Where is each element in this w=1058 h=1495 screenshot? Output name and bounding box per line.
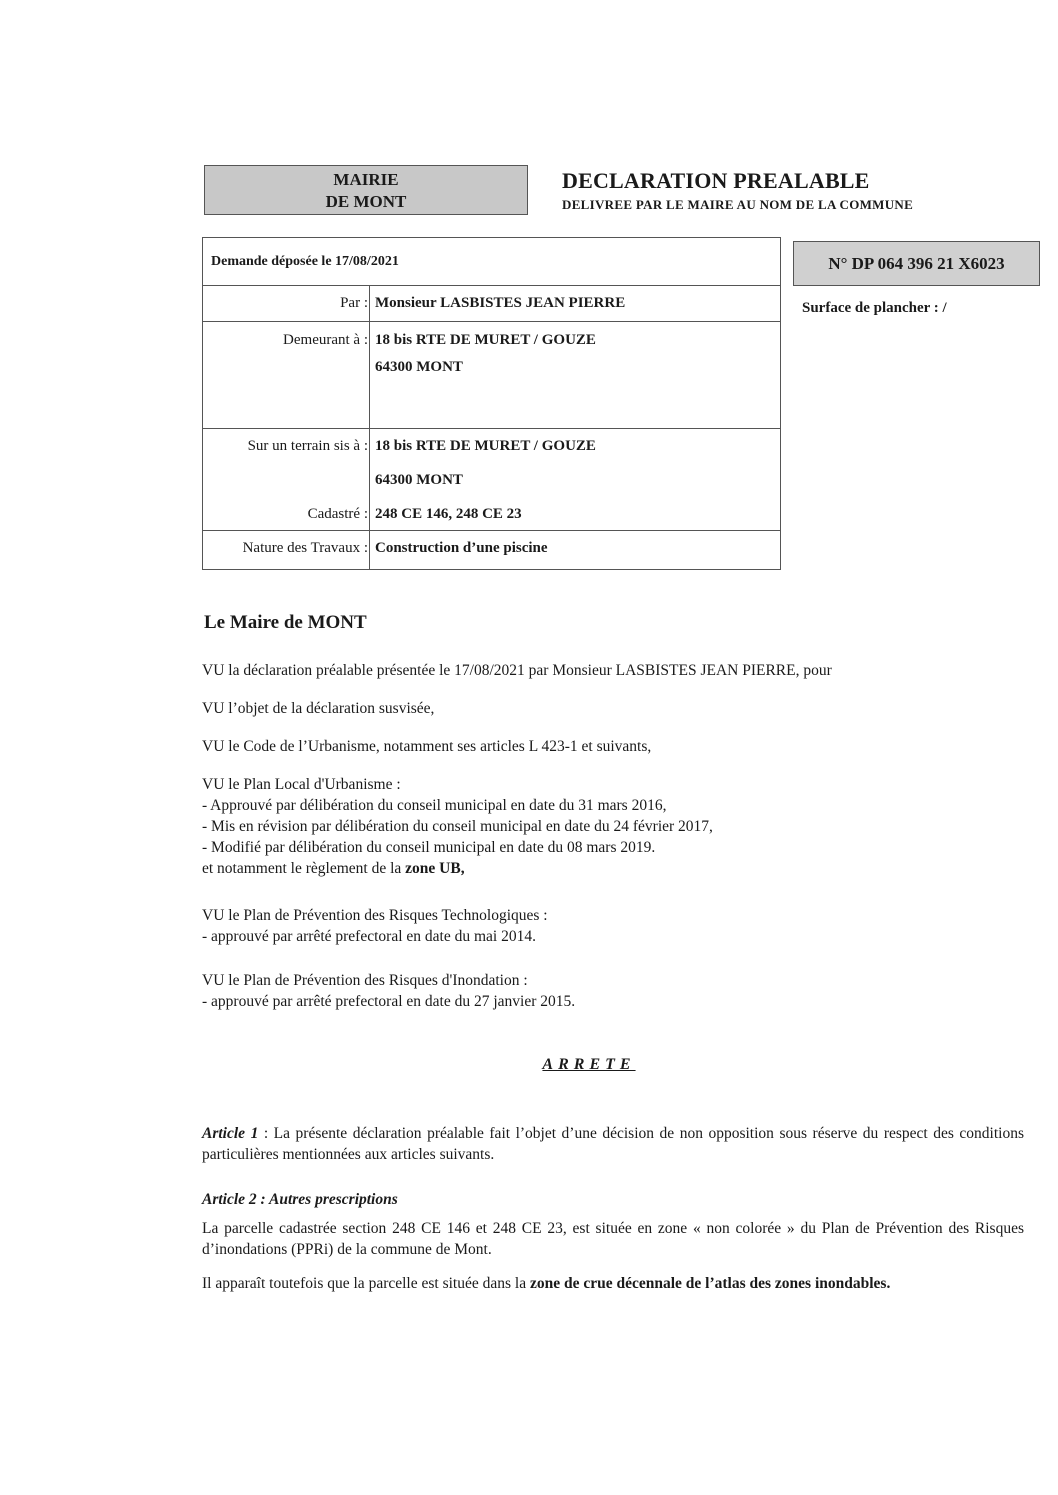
article-2-p2-text: Il apparaît toutefois que la parcelle est située dans la — [202, 1275, 530, 1292]
address-line1: 18 bis RTE DE MURET / GOUZE — [375, 332, 596, 348]
terrain-line1: 18 bis RTE DE MURET / GOUZE — [375, 438, 596, 454]
ppri-item: - approuvé par arrêté prefectoral en date du 27 janvier 2015. — [202, 993, 576, 1010]
plu-zone: zone UB, — [405, 860, 465, 877]
plu-item-1: - Approuvé par délibération du conseil municipal en date du 31 mars 2016, — [202, 797, 667, 814]
ppri-block — [202, 970, 575, 1012]
document-subtitle: DELIVREE PAR LE MAIRE AU NOM DE LA COMMUNE — [562, 197, 914, 212]
address-row — [203, 322, 780, 429]
article-2-p2-bold: zone de crue décennale de l’atlas des zones inondables. — [529, 1275, 891, 1292]
floor-surface: Surface de plancher : / — [802, 300, 947, 316]
article-1-heading: Article 1 — [202, 1125, 259, 1142]
works-row — [203, 531, 780, 569]
mairie-line1: MAIRIE — [333, 170, 399, 189]
deposit-row — [203, 238, 780, 286]
maire-heading: Le Maire de MONT — [204, 612, 367, 633]
mairie-header-box — [204, 165, 528, 215]
vu-objet: VU l’objet de la déclaration susvisée, — [202, 700, 435, 717]
works-label: Nature des Travaux : — [242, 540, 368, 556]
applicant-label: Par : — [340, 295, 368, 311]
pprt-block — [202, 905, 548, 947]
cadastre-value: 248 CE 146, 248 CE 23 — [375, 506, 522, 522]
terrain-row — [203, 429, 780, 531]
ppri-title: VU le Plan de Prévention des Risques d'Inondation : — [202, 972, 528, 989]
article-2-paragraph-2 — [202, 1273, 1024, 1294]
plu-item-3: - Modifié par délibération du conseil municipal en date du 08 mars 2019. — [202, 839, 656, 856]
vu-declaration: VU la déclaration préalable présentée le 17/08/2021 par Monsieur LASBISTES JEAN PIERRE, pour — [202, 662, 832, 679]
plu-item-2: - Mis en révision par délibération du conseil municipal en date du 24 février 2017, — [202, 818, 713, 835]
arrete-title: ARRETE — [542, 1056, 636, 1073]
article-2-heading — [202, 1189, 1024, 1210]
request-table — [202, 237, 781, 570]
article-2-title: Article 2 : Autres prescriptions — [202, 1191, 398, 1208]
deposit-date: Demande déposée le 17/08/2021 — [211, 254, 399, 269]
plu-item-4 — [202, 858, 713, 879]
vu-code: VU le Code de l’Urbanisme, notamment ses articles L 423-1 et suivants, — [202, 738, 652, 755]
cadastre-label: Cadastré : — [307, 506, 368, 522]
article-2-paragraph-1: La parcelle cadastrée section 248 CE 146 et 248 CE 23, est située en zone « non colorée » du Plan de Prévention des Risques d’inondations (PPRi) de la commune de Mont. — [202, 1220, 1024, 1258]
document-title: DECLARATION PREALABLE — [562, 168, 870, 193]
plu-item-4-text: et notamment le règlement de la — [202, 860, 406, 877]
terrain-line2: 64300 MONT — [375, 472, 463, 488]
address-label: Demeurant à : — [283, 332, 368, 348]
pprt-title: VU le Plan de Prévention des Risques Technologiques : — [202, 907, 548, 924]
pprt-item: - approuvé par arrêté prefectoral en date du mai 2014. — [202, 928, 536, 945]
plu-block — [202, 774, 713, 879]
article-1-text: : La présente déclaration préalable fait l’objet d’une décision de non opposition sous réserve du respect des conditions particulières mentionnées aux articles suivants. — [202, 1125, 1024, 1163]
terrain-label: Sur un terrain sis à : — [247, 438, 368, 454]
dp-number-box: N° DP 064 396 21 X6023 — [793, 241, 1040, 286]
article-1 — [202, 1123, 1024, 1165]
works-value: Construction d’une piscine — [375, 540, 548, 556]
applicant-row — [203, 286, 780, 322]
address-line2: 64300 MONT — [375, 359, 463, 375]
mairie-line2: DE MONT — [325, 192, 407, 211]
plu-title: VU le Plan Local d'Urbanisme : — [202, 776, 401, 793]
applicant-name: Monsieur LASBISTES JEAN PIERRE — [375, 295, 626, 311]
